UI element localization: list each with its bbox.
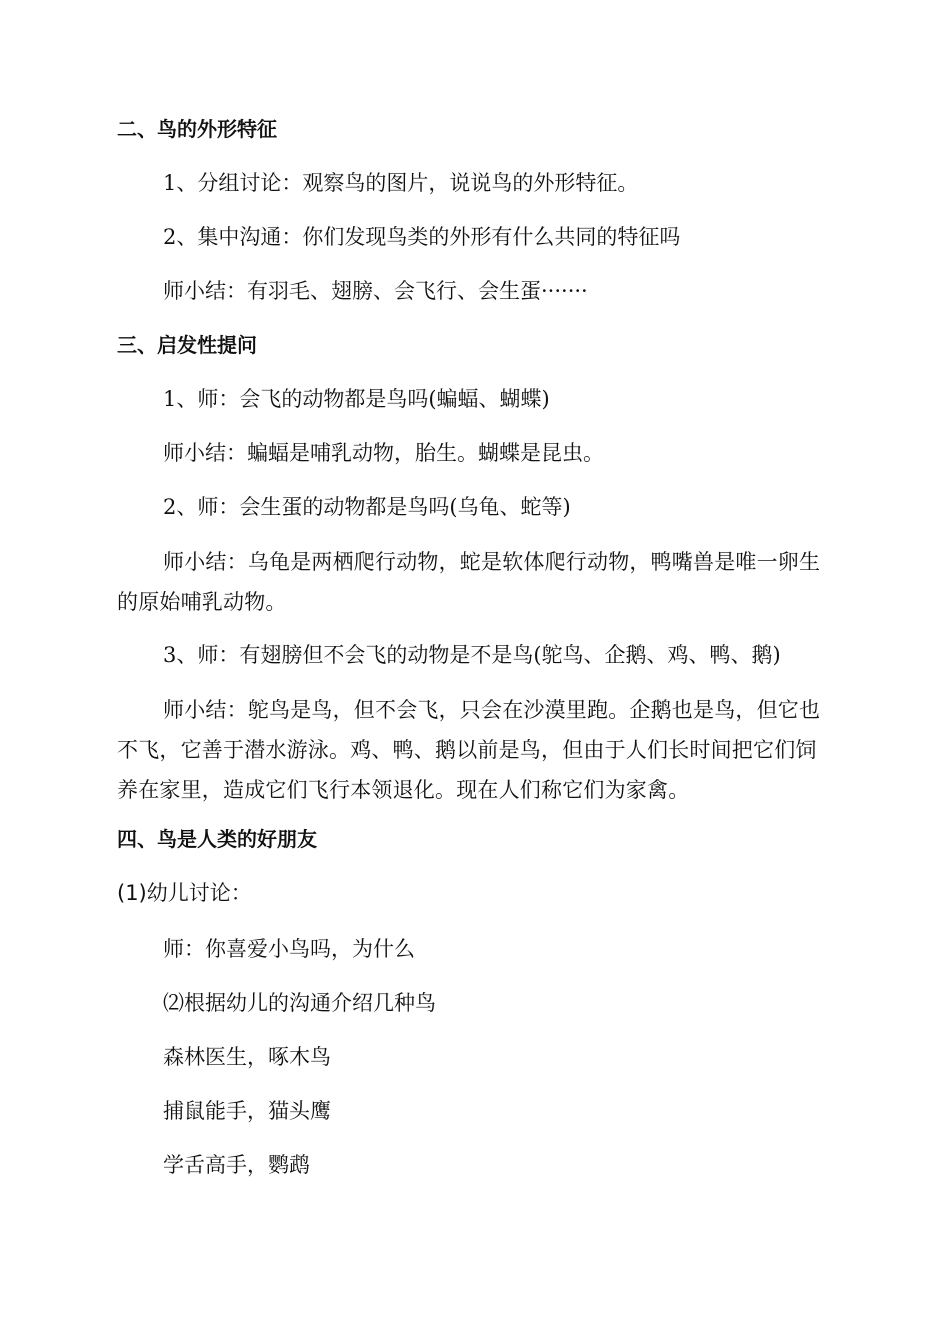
paragraph-group-discussion: 1、分组讨论：观察鸟的图片，说说鸟的外形特征。	[163, 171, 639, 195]
section-heading-features: 二、鸟的外形特征	[117, 117, 277, 141]
paragraph-introduce-birds: ⑵根据幼儿的沟通介绍几种鸟	[163, 991, 436, 1015]
list-marker: (1)	[117, 881, 147, 905]
paragraph-question-wings: 3、师：有翅膀但不会飞的动物是不是鸟(鸵鸟、企鹅、鸡、鸭、鹅)	[163, 643, 781, 667]
paragraph-summary-ostrich: 师小结：鸵鸟是鸟，但不会飞，只会在沙漠里跑。企鹅也是鸟，但它也不飞，它善于潜水游泳。鸡、鸭、鹅以前是鸟，但由于人们长时间把它们饲养在家里，造成它们飞行本领退化。现在人们称它们为家禽。	[117, 698, 821, 802]
paragraph-question-like-birds: 师：你喜爱小鸟吗，为什么	[163, 937, 415, 961]
paragraph-question-flying: 1、师：会飞的动物都是鸟吗(蝙蝠、蝴蝶)	[163, 387, 550, 411]
section-heading-questions: 三、启发性提问	[117, 333, 257, 357]
paragraph-summary-bats: 师小结：蝙蝠是哺乳动物，胎生。蝴蝶是昆虫。	[163, 441, 604, 465]
paragraph-summary-turtles: 师小结：乌龟是两栖爬行动物，蛇是软体爬行动物，鸭嘴兽是唯一卵生的原始哺乳动物。	[117, 550, 821, 614]
paragraph-central-communication: 2、集中沟通：你们发现鸟类的外形有什么共同的特征吗	[163, 225, 681, 249]
list-item-owl: 捕鼠能手，猫头鹰	[163, 1099, 331, 1123]
list-item-woodpecker: 森林医生，啄木鸟	[163, 1045, 331, 1069]
paragraph-child-discussion	[117, 872, 837, 914]
paragraph-question-eggs: 2、师：会生蛋的动物都是鸟吗(乌龟、蛇等)	[163, 495, 571, 519]
paragraph-teacher-summary-features: 师小结：有羽毛、翅膀、会飞行、会生蛋·······	[163, 279, 588, 303]
list-item-parrot: 学舌高手，鹦鹉	[163, 1153, 310, 1177]
child-discussion-label: 幼儿讨论：	[146, 881, 252, 905]
section-heading-friends: 四、鸟是人类的好朋友	[117, 827, 317, 851]
